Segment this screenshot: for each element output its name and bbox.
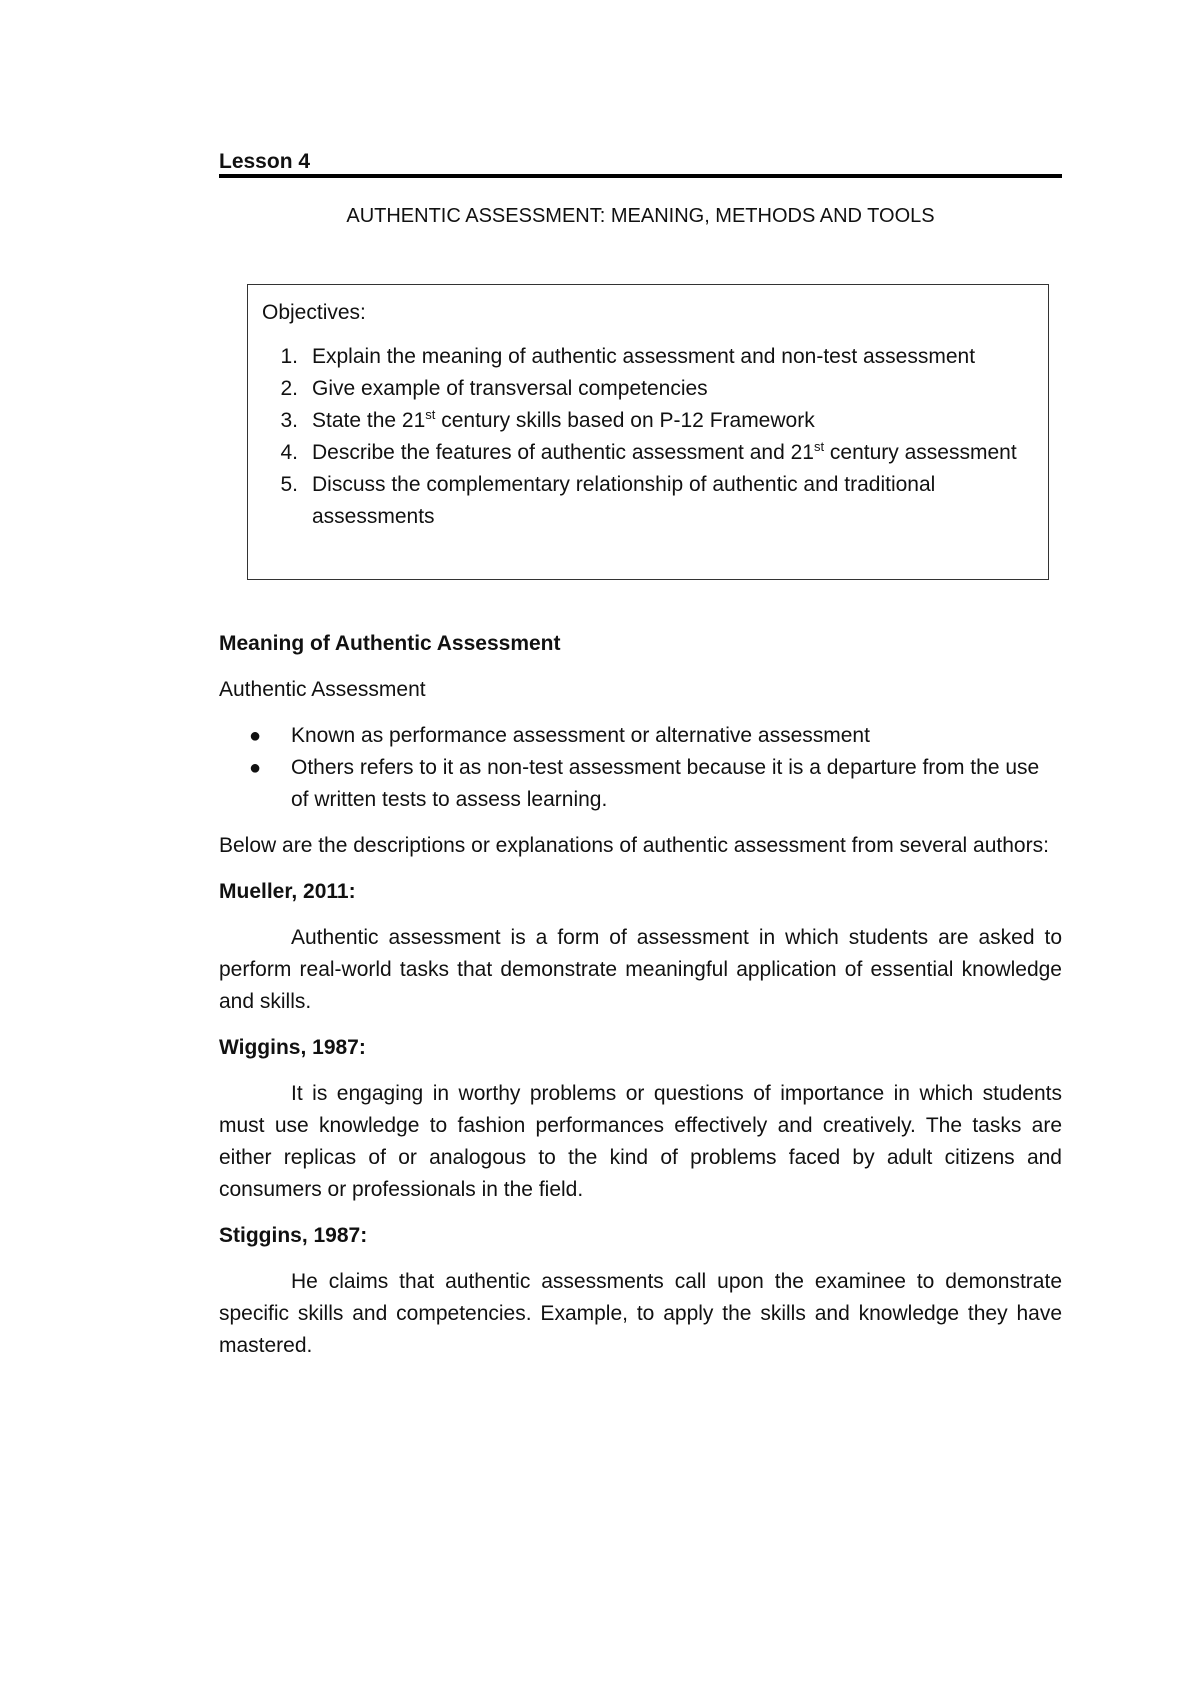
objectives-heading: Objectives: bbox=[262, 301, 366, 324]
objective-item bbox=[262, 437, 1034, 469]
section-subheading: Authentic Assessment bbox=[219, 678, 426, 701]
page-title: AUTHENTIC ASSESSMENT: MEANING, METHODS AND TOOLS bbox=[346, 205, 935, 227]
section-heading: Meaning of Authentic Assessment bbox=[219, 632, 561, 655]
ordinal-suffix: st bbox=[813, 439, 825, 454]
objective-number: 3. bbox=[280, 409, 298, 432]
objective-text-end: century assessment bbox=[824, 441, 1017, 464]
objective-text bbox=[312, 437, 1034, 469]
author-description-stiggins: He claims that authentic assessments call upon the examinee to demonstrate specific skills and competencies. Example, to apply the skills and knowledge they have mastered. bbox=[219, 1270, 1062, 1357]
objective-text bbox=[312, 405, 1034, 437]
bullet-icon: ● bbox=[248, 757, 262, 779]
definition-bullets bbox=[219, 720, 1062, 816]
author-description-wiggins: It is engaging in worthy problems or questions of importance in which students must use knowledge to fashion performances effectively and creatively. The tasks are either replicas of or analogous to the kind of problems faced by adult citizens and consumers or professionals in the field. bbox=[219, 1082, 1062, 1201]
objectives-list bbox=[262, 341, 1034, 533]
objective-number: 2. bbox=[280, 377, 298, 400]
list-item bbox=[219, 720, 1062, 752]
lesson-label: Lesson 4 bbox=[219, 150, 311, 173]
author-heading-mueller: Mueller, 2011: bbox=[219, 880, 356, 903]
bullet-text: Known as performance assessment or alternative assessment bbox=[291, 724, 870, 747]
objective-number: 1. bbox=[280, 345, 298, 368]
author-description-mueller: Authentic assessment is a form of assessment in which students are asked to perform real-world tasks that demonstrate meaningful application of essential knowledge and skills. bbox=[219, 926, 1062, 1013]
author-heading-wiggins: Wiggins, 1987: bbox=[219, 1036, 366, 1059]
objective-item bbox=[262, 341, 1034, 373]
objective-item bbox=[262, 405, 1034, 437]
bullet-text: Others refers to it as non-test assessment because it is a departure from the use of written tests to assess learning. bbox=[291, 756, 1040, 811]
author-heading-stiggins: Stiggins, 1987: bbox=[219, 1224, 368, 1247]
objectives-box bbox=[247, 284, 1049, 580]
objective-item bbox=[262, 469, 1034, 533]
objective-text-start: State the 21 bbox=[312, 409, 426, 432]
objective-text: Give example of transversal competencies bbox=[312, 377, 708, 400]
ordinal-suffix: st bbox=[425, 407, 436, 422]
bullet-icon: ● bbox=[248, 725, 262, 747]
objective-number: 5. bbox=[280, 473, 298, 496]
objective-text: Explain the meaning of authentic assessment and non-test assessment bbox=[312, 345, 976, 368]
intro-paragraph: Below are the descriptions or explanations of authentic assessment from several authors: bbox=[219, 834, 1049, 857]
objective-number: 4. bbox=[280, 441, 298, 464]
objective-text-start: Describe the features of authentic assessment and 21 bbox=[312, 441, 814, 464]
objective-item bbox=[262, 373, 1034, 405]
header-rule bbox=[219, 174, 1062, 178]
meaning-section bbox=[219, 628, 1062, 1376]
list-item bbox=[219, 752, 1062, 816]
objective-text-end: century skills based on P-12 Framework bbox=[435, 409, 815, 432]
objective-text: Discuss the complementary relationship of authentic and traditional assessments bbox=[312, 473, 936, 528]
